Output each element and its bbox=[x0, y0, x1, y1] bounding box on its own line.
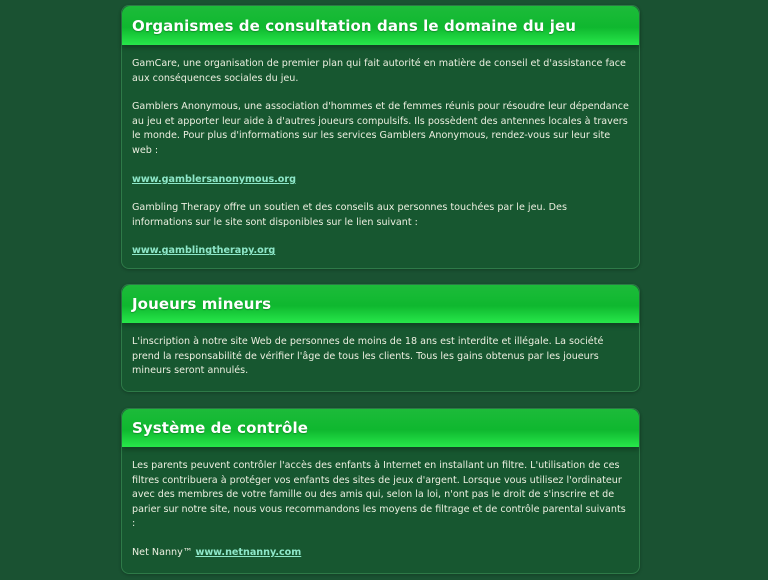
gambling-therapy-paragraph: Gambling Therapy offre un soutien et des conseils aux personnes touchées par le jeu. Des informations sur le site sont disponibles sur le lien suivant : bbox=[132, 202, 567, 228]
section-title: Joueurs mineurs bbox=[132, 295, 272, 313]
section-body bbox=[122, 323, 639, 379]
gamblers-anonymous-link-line bbox=[132, 173, 629, 188]
netnanny-link[interactable]: www.netnanny.com bbox=[195, 546, 302, 558]
control-system-section bbox=[121, 408, 640, 574]
gamcare-paragraph: GamCare, une organisation de premier plan qui fait autorité en matière de conseil et d'assistance face aux conséquences sociales du jeu. bbox=[132, 58, 626, 84]
netnanny-label: Net Nanny™ bbox=[132, 546, 193, 558]
section-header bbox=[122, 409, 639, 447]
gambling-therapy-link[interactable]: www.gamblingtherapy.org bbox=[132, 245, 276, 257]
gambling-therapy-link-line bbox=[132, 244, 629, 259]
consultation-section bbox=[121, 5, 640, 269]
parental-control-paragraph: Les parents peuvent contrôler l'accès des enfants à Internet en installant un filtre. L'utilisation de ces filtres contribuera à protéger vos enfants des sites de jeux d'argent. Lorsque vous utilisez l'ordinateur avec des membres de votre famille ou des amis qui, selon la loi, n'ont pas le droit de s'inscrire et de parier sur notre site, nous vous recommandons les moyens de filtrage et de contrôle parental suivants : bbox=[132, 460, 626, 530]
netnanny-line bbox=[132, 546, 629, 561]
section-header bbox=[122, 285, 639, 323]
minor-players-section bbox=[121, 284, 640, 392]
gamblers-anonymous-paragraph: Gamblers Anonymous, une association d'hommes et de femmes réunis pour résoudre leur dépendance au jeu et apporter leur aide à d'autres joueurs compulsifs. Ils possèdent des antennes locales à travers le monde. Pour plus d'informations sur les services Gamblers Anonymous, rendez-vous sur leur site web : bbox=[132, 101, 629, 156]
section-title: Système de contrôle bbox=[132, 419, 308, 437]
gamblers-anonymous-link[interactable]: www.gamblersanonymous.org bbox=[132, 173, 297, 185]
section-body bbox=[122, 447, 639, 561]
section-title: Organismes de consultation dans le domaine du jeu bbox=[132, 16, 577, 35]
minor-players-paragraph: L'inscription à notre site Web de personnes de moins de 18 ans est interdite et illégale. La société prend la responsabilité de vérifier l'âge de tous les clients. Tous les gains obtenus par les joueurs mineurs seront annulés. bbox=[132, 336, 604, 377]
section-header bbox=[122, 6, 639, 45]
section-body bbox=[122, 45, 639, 259]
